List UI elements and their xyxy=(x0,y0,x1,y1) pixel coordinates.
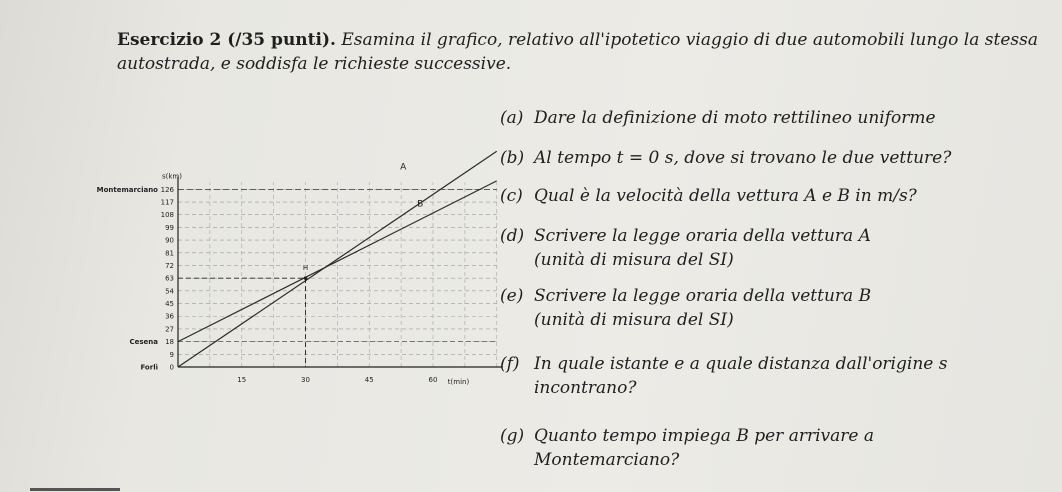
x-tick-label: 15 xyxy=(237,376,247,384)
question-text-line: Al tempo t = 0 s, dove si trovano le due vetture? xyxy=(534,148,952,168)
place-label: Montemarciano xyxy=(96,185,158,194)
question-text-line: (unità di misura del SI) xyxy=(534,310,734,330)
place-label: Forlì xyxy=(140,363,158,372)
exercise-label: Esercizio 2 (/35 punti). xyxy=(117,30,336,50)
y-tick-label: 99 xyxy=(165,223,174,232)
question-text-line: (unità di misura del SI) xyxy=(534,250,734,270)
y-tick-label: 117 xyxy=(160,198,174,207)
chart-axes xyxy=(178,177,503,367)
question-text-line: incontrano? xyxy=(534,378,637,398)
question-text-line: Dare la definizione di moto rettilineo uniforme xyxy=(534,108,936,128)
series-label-b: B xyxy=(417,199,424,210)
y-tick-label: 27 xyxy=(165,325,174,334)
question-text-line: In quale istante e a quale distanza dall'origine s xyxy=(534,354,948,374)
chart-grid xyxy=(178,182,497,367)
y-tick-label: 54 xyxy=(165,287,174,296)
question-f xyxy=(500,352,1060,400)
exercise-header xyxy=(117,28,1047,76)
question-g xyxy=(500,424,1060,472)
y-axis-label: s(km) xyxy=(162,172,182,181)
y-tick-label: 81 xyxy=(165,249,174,258)
series-label-a: A xyxy=(400,162,407,173)
y-tick-label: 45 xyxy=(165,300,174,309)
y-tick-label: 108 xyxy=(160,211,174,220)
y-tick-label: 126 xyxy=(160,185,174,194)
y-tick-label: 72 xyxy=(165,261,174,270)
question-d xyxy=(500,224,1060,272)
question-text-line: Qual è la velocità della vettura A e B in m/s? xyxy=(534,186,917,206)
question-letter: (f) xyxy=(500,354,520,374)
y-tick-label: 18 xyxy=(165,338,174,347)
chart-annotations xyxy=(178,163,423,367)
y-tick-label: 0 xyxy=(169,363,174,372)
x-axis-label: t(min) xyxy=(447,378,470,386)
y-tick-label: 90 xyxy=(165,236,174,245)
question-letter: (g) xyxy=(500,426,525,446)
x-tick-label: 45 xyxy=(364,376,374,384)
page-edge-mark xyxy=(30,488,120,491)
question-text-line: Scrivere la legge oraria della vettura B xyxy=(534,286,872,306)
intersection-label: H xyxy=(302,264,309,273)
x-tick-label: 30 xyxy=(301,376,310,384)
intersection-point xyxy=(304,276,308,280)
question-a xyxy=(500,106,1060,130)
question-e xyxy=(500,284,1060,332)
distance-time-graph xyxy=(96,90,503,410)
question-b xyxy=(500,146,1060,170)
y-tick-label: 9 xyxy=(169,350,174,359)
y-tick-label: 36 xyxy=(165,312,174,321)
x-tick-label: 60 xyxy=(428,376,438,384)
place-label: Cesena xyxy=(129,338,158,347)
y-tick-label: 63 xyxy=(165,274,174,283)
question-text-line: Montemarciano? xyxy=(534,450,680,470)
question-letter: (e) xyxy=(500,286,524,306)
question-letter: (d) xyxy=(500,226,525,246)
exercise-instructions: Esamina il grafico, relativo all'ipotetico viaggio di due automobili lungo la stessa autostrada, e soddisfa le richieste successive. xyxy=(117,30,1038,74)
question-text-line: Quanto tempo impiega B per arrivare a xyxy=(534,426,874,446)
question-c xyxy=(500,184,1060,208)
question-letter: (b) xyxy=(500,148,525,168)
question-letter: (a) xyxy=(500,108,524,128)
chart-tick-labels xyxy=(97,173,470,386)
question-letter: (c) xyxy=(500,186,523,206)
question-text-line: Scrivere la legge oraria della vettura A xyxy=(534,226,871,246)
